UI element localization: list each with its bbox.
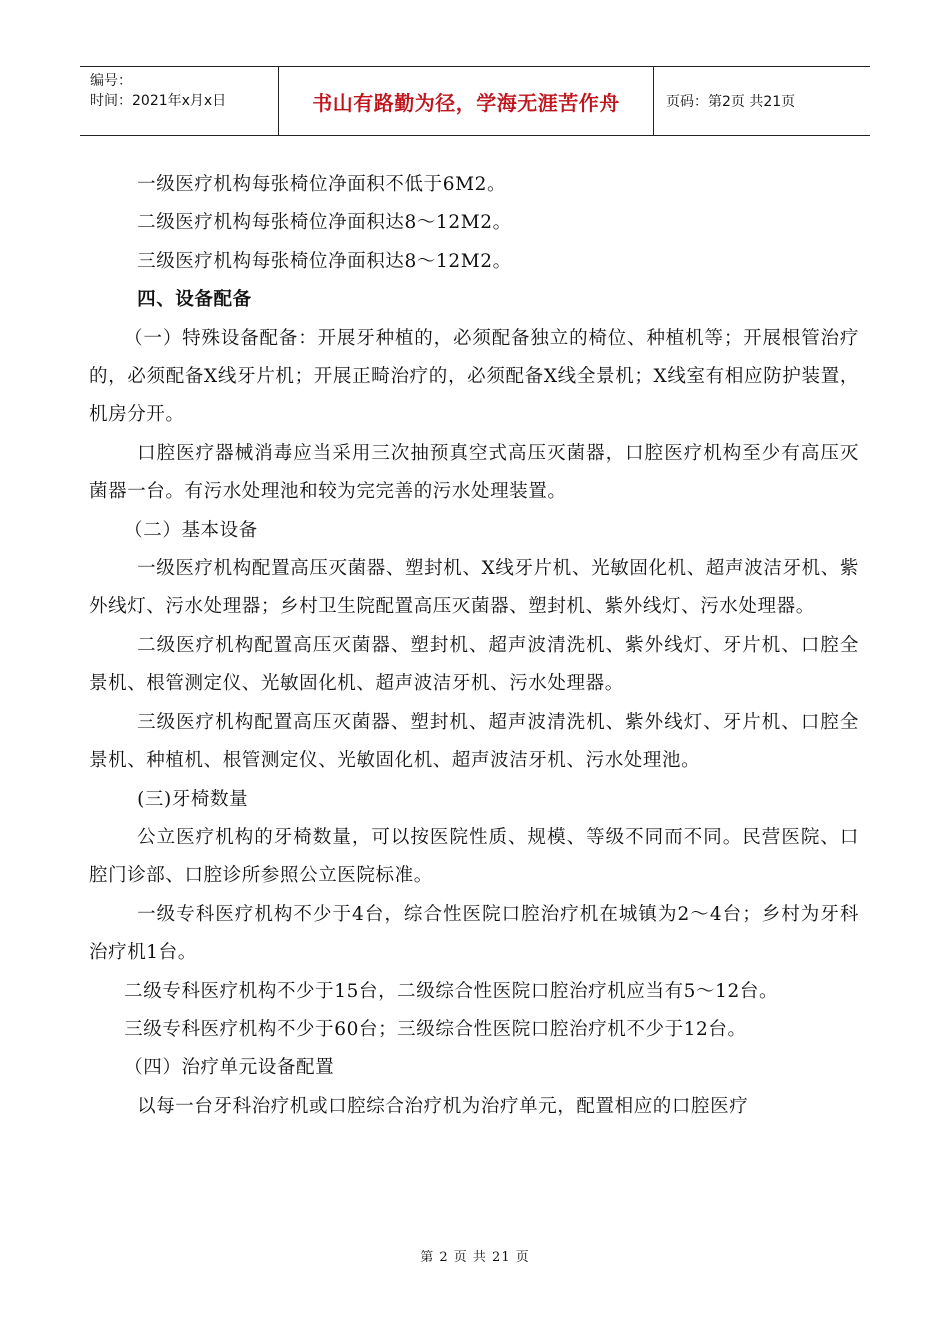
paragraph: 二级医疗机构每张椅位净面积达8～12M2。 (137, 212, 512, 234)
document-time-label: 时间：2021年x月x日 (90, 93, 227, 109)
header-motto: 书山有路勤为径，学海无涯苦作舟 (279, 67, 654, 135)
page-header (80, 66, 870, 136)
header-meta (80, 67, 279, 135)
paragraph: 一级专科医疗机构不少于4台，综合性医院口腔治疗机在城镇为2～4台；乡村为牙科治疗机1台。 (89, 903, 859, 964)
paragraph: 二级医疗机构配置高压灭菌器、塑封机、超声波清洗机、紫外线灯、牙片机、口腔全景机、根管测定仪、光敏固化机、超声波洁牙机、污水处理器。 (89, 634, 859, 695)
paragraph: 三级专科医疗机构不少于60台；三级综合性医院口腔治疗机不少于12台。 (124, 1018, 747, 1040)
subsection-heading: (三)牙椅数量 (137, 788, 249, 810)
paragraph: 公立医疗机构的牙椅数量，可以按医院性质、规模、等级不同而不同。民营医院、口腔门诊部、口腔诊所参照公立医院标准。 (89, 826, 859, 887)
subsection-heading: （四）治疗单元设备配置 (124, 1057, 335, 1079)
subsection-heading: （二）基本设备 (124, 519, 258, 541)
document-number-label: 编号： (90, 73, 132, 89)
page-footer: 第 2 页 共 21 页 (420, 1250, 530, 1265)
paragraph: 三级医疗机构配置高压灭菌器、塑封机、超声波清洗机、紫外线灯、牙片机、口腔全景机、种植机、根管测定仪、光敏固化机、超声波洁牙机、污水处理池。 (89, 711, 859, 772)
header-page-number: 页码：第2页 共21页 (666, 94, 796, 110)
paragraph: 以每一台牙科治疗机或口腔综合治疗机为治疗单元，配置相应的口腔医疗 (137, 1095, 749, 1117)
paragraph: 三级医疗机构每张椅位净面积达8～12M2。 (137, 250, 512, 272)
paragraph: 一级医疗机构每张椅位净面积不低于6M2。 (137, 174, 507, 195)
paragraph: 一级医疗机构配置高压灭菌器、塑封机、X线牙片机、光敏固化机、超声波洁牙机、紫外线灯、污水处理器；乡村卫生院配置高压灭菌器、塑封机、紫外线灯、污水处理器。 (89, 558, 859, 618)
paragraph: 二级专科医疗机构不少于15台，二级综合性医院口腔治疗机应当有5～12台。 (124, 980, 779, 1002)
document-body (89, 166, 859, 1126)
section-heading: 四、设备配备 (137, 289, 252, 311)
paragraph: （一）特殊设备配备：开展牙种植的，必须配备独立的椅位、种植机等；开展根管治疗的，必须配备X线牙片机；开展正畸治疗的，必须配备X线全景机；X线室有相应防护装置，机房分开。 (89, 327, 859, 426)
paragraph: 口腔医疗器械消毒应当采用三次抽预真空式高压灭菌器，口腔医疗机构至少有高压灭菌器一台。有污水处理池和较为完完善的污水处理装置。 (89, 442, 859, 503)
